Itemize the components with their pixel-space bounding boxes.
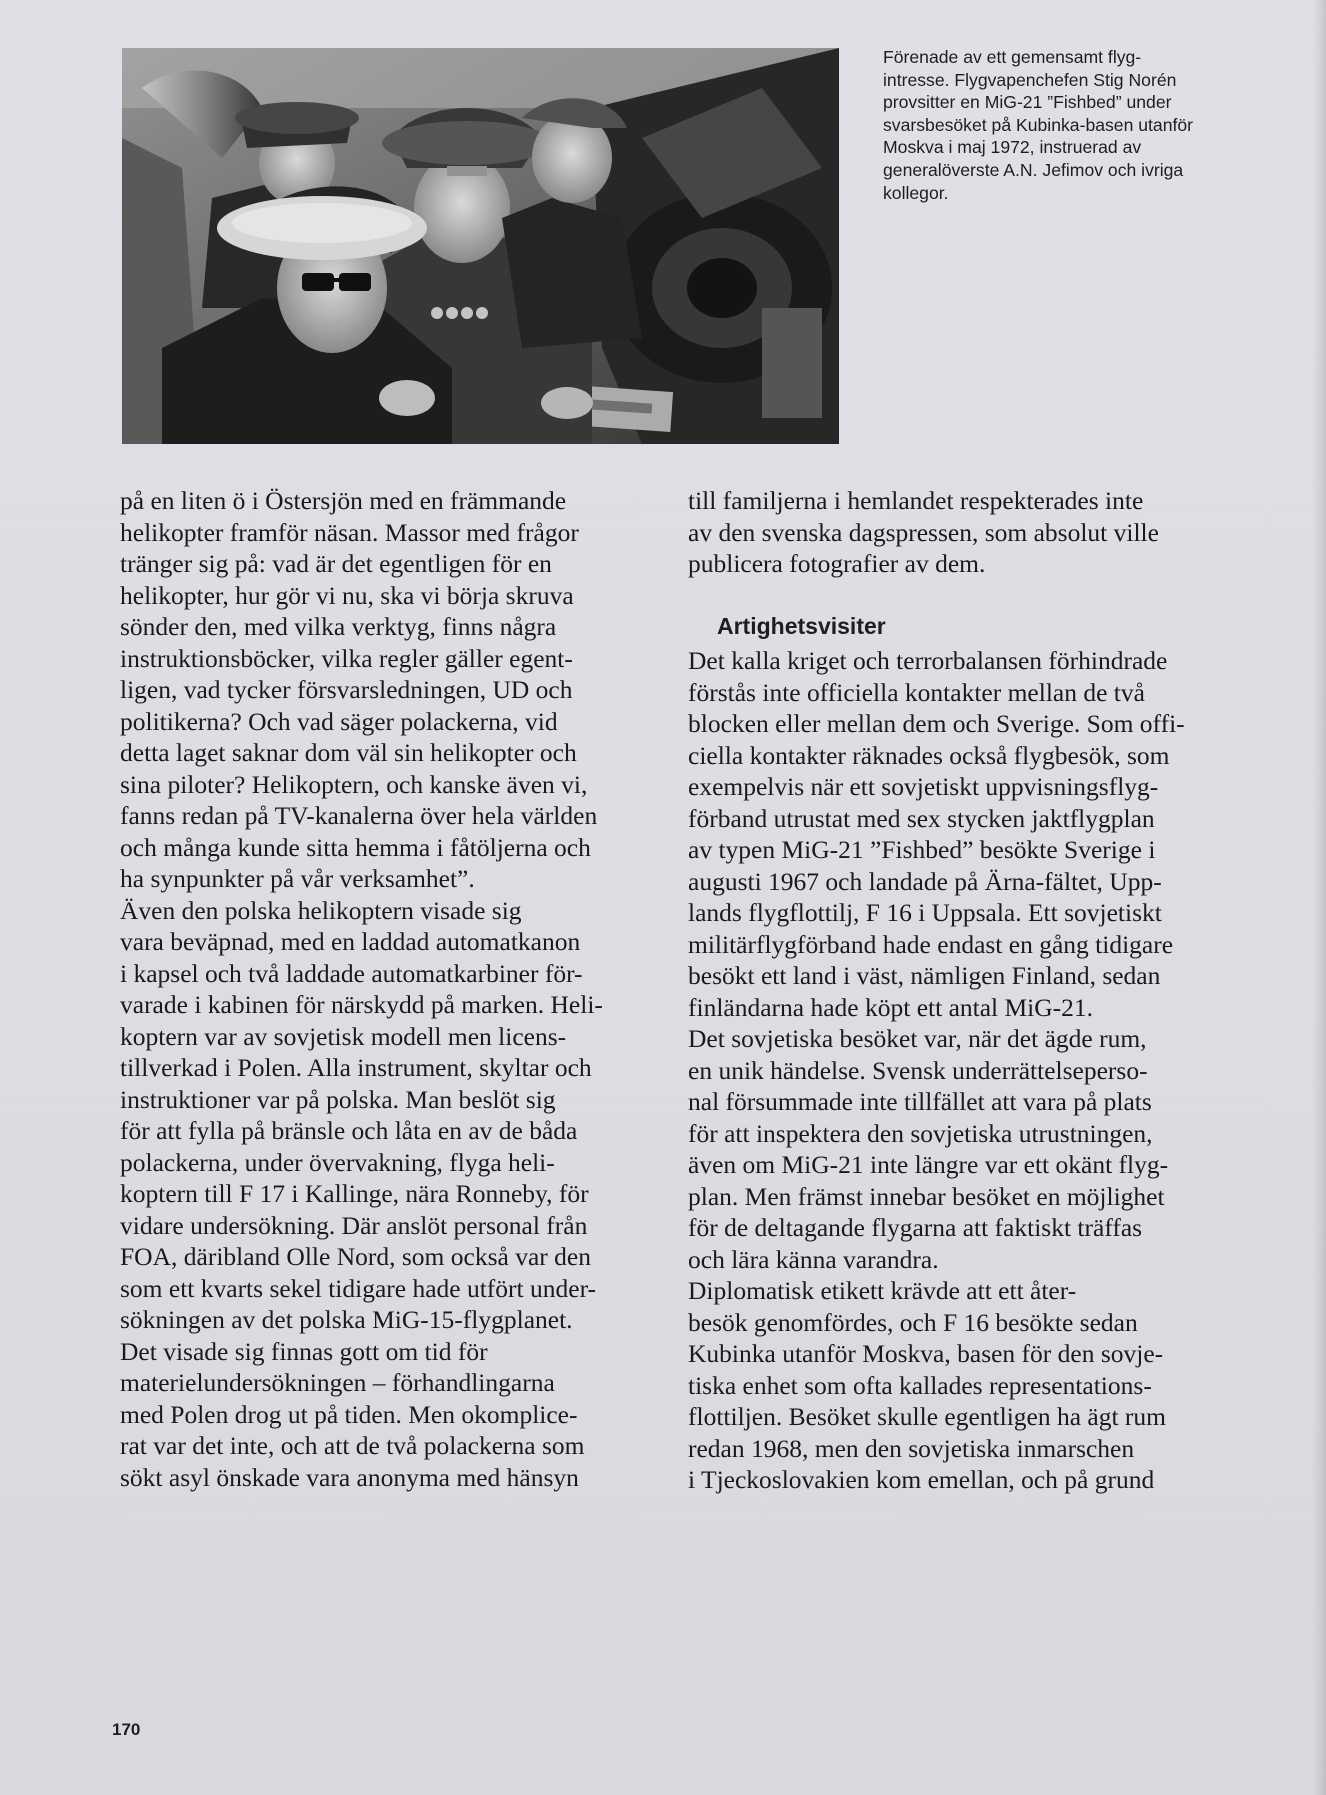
text-line: vara beväpnad, med en laddad automatkanon: [120, 927, 581, 956]
text-line: fanns redan på TV-kanalerna över hela världen: [120, 801, 598, 830]
text-line: instruktioner var på polska. Man beslöt sig: [120, 1084, 556, 1114]
text-line: militärflygförband hade endast en gång tidigare: [688, 929, 1174, 959]
text-line: ligen, vad tycker försvarsledningen, UD och: [120, 675, 573, 704]
text-line: i Tjeckoslovakien kom emellan, och på grund: [688, 1465, 1155, 1494]
text-line: materielundersökningen – förhandlingarna: [120, 1368, 555, 1397]
text-line: varade i kabinen för närskydd på marken. Heli-: [120, 990, 603, 1019]
text-line: tränger sig på: vad är det egentligen för en: [120, 549, 552, 578]
text-line: av den svenska dagspressen, som absolut ville: [688, 517, 1159, 547]
text-line: ciella kontakter räknades också flygbesök, som: [688, 740, 1170, 770]
text-line: sina piloter? Helikoptern, och kanske även vi,: [120, 769, 588, 799]
text-line: för att fylla på bränsle och låta en av de båda: [120, 1116, 578, 1145]
text-line: augusti 1967 och landade på Ärna-fältet, Upp-: [688, 866, 1162, 896]
text-line: koptern till F 17 i Kallinge, nära Ronneby, för: [120, 1179, 589, 1208]
text-line: instruktionsböcker, vilka regler gäller egent-: [120, 643, 573, 673]
text-line: rat var det inte, och att de två polackerna som: [120, 1431, 585, 1460]
text-line: plan. Men främst innebar besöket en möjlighet: [688, 1181, 1165, 1211]
text-line: med Polen drog ut på tiden. Men okomplice-: [120, 1399, 578, 1429]
caption-line: Moskva i maj 1972, instruerad av: [883, 137, 1142, 158]
text-line: finländarna hade köpt ett antal MiG-21.: [688, 992, 1094, 1022]
caption-line: Förenade av ett gemensamt flyg-: [883, 47, 1142, 67]
text-line: för att inspektera den sovjetiska utrustningen,: [688, 1118, 1153, 1148]
photograph: [122, 48, 839, 444]
text-line: koptern var av sovjetisk modell men licens-: [120, 1021, 567, 1051]
text-line: polackerna, under övervakning, flyga heli-: [120, 1147, 555, 1177]
text-line: detta laget saknar dom väl sin helikopter och: [120, 738, 577, 767]
text-line: Även den polska helikoptern visade sig: [120, 895, 522, 925]
text-line: politikerna? Och vad säger polackerna, vid: [120, 706, 558, 736]
page-number: 170: [112, 1720, 141, 1739]
text-line: Kubinka utanför Moskva, basen för den sovje-: [688, 1339, 1164, 1368]
text-line: nal försummade inte tillfället att vara på plats: [688, 1087, 1152, 1116]
text-line: besök genomfördes, och F 16 besökte sedan: [688, 1307, 1138, 1337]
caption-line: svarsbesöket på Kubinka-basen utanför: [883, 114, 1194, 135]
text-line: på en liten ö i Östersjön med en främmande: [120, 486, 567, 515]
text-line: lands flygflottilj, F 16 i Uppsala. Ett sovjetiskt: [688, 898, 1162, 927]
text-line: FOA, däribland Olle Nord, som också var den: [120, 1242, 591, 1271]
text-line: Det kalla kriget och terrorbalansen förhindrade: [688, 646, 1168, 675]
text-line: Det sovjetiska besöket var, när det ägde rum,: [688, 1024, 1147, 1053]
body-text-right-column-top: [688, 485, 1228, 580]
caption-line: intresse. Flygvapenchefen Stig Norén: [883, 69, 1177, 90]
text-line: förband utrustat med sex stycken jaktflygplan: [688, 803, 1155, 833]
text-line: blocken eller mellan dem och Sverige. Som offi-: [688, 709, 1185, 738]
text-line: publicera fotografier av dem.: [688, 549, 986, 578]
text-line: sönder den, med vilka verktyg, finns några: [120, 612, 557, 641]
photo-illustration: [122, 48, 839, 444]
text-line: Diplomatisk etikett krävde att ett åter-: [688, 1276, 1077, 1305]
text-line: och lära känna varandra.: [688, 1244, 939, 1274]
text-line: i kapsel och två laddade automatkarbiner för-: [120, 958, 583, 988]
text-line: redan 1968, men den sovjetiska inmarschen: [688, 1433, 1135, 1463]
section-heading: Artighetsvisiter: [717, 613, 886, 639]
text-line: helikopter framför näsan. Massor med frågor: [120, 517, 579, 547]
text-line: tillverkad i Polen. Alla instrument, skyltar och: [120, 1053, 592, 1082]
text-line: sökningen av det polska MiG-15-flygplanet.: [120, 1305, 573, 1334]
text-line: exempelvis när ett sovjetiskt uppvisningsflyg-: [688, 772, 1159, 801]
text-line: som ett kvarts sekel tidigare hade utfört under-: [120, 1273, 597, 1303]
photo-caption: [883, 46, 1203, 204]
text-line: sökt asyl önskade vara anonyma med hänsyn: [120, 1462, 579, 1492]
text-line: tiska enhet som ofta kallades representations-: [688, 1370, 1152, 1400]
binding-shadow: [1312, 0, 1326, 1795]
caption-line: kollegor.: [883, 182, 949, 203]
text-line: en unik händelse. Svensk underrättelseperso-: [688, 1055, 1148, 1085]
caption-line: generalöverste A.N. Jefimov och ivriga: [883, 159, 1184, 180]
text-line: flottiljen. Besöket skulle egentligen ha ägt rum: [688, 1402, 1167, 1431]
text-line: helikopter, hur gör vi nu, ska vi börja skruva: [120, 580, 574, 610]
body-text-left-column: [120, 485, 650, 1493]
text-line: Det visade sig finnas gott om tid för: [120, 1336, 488, 1366]
text-line: för de deltagande flygarna att faktiskt träffas: [688, 1213, 1143, 1242]
text-line: förstås inte officiella kontakter mellan de två: [688, 677, 1145, 707]
text-line: besökt ett land i väst, nämligen Finland, sedan: [688, 961, 1161, 990]
text-line: och många kunde sitta hemma i fåtöljerna och: [120, 832, 591, 862]
text-line: av typen MiG-21 ”Fishbed” besökte Sverige i: [688, 835, 1156, 864]
body-text-right-column: [688, 645, 1228, 1496]
caption-line: provsitter en MiG-21 ”Fishbed” under: [883, 92, 1172, 113]
text-line: ha synpunkter på vår verksamhet”.: [120, 864, 475, 893]
text-line: även om MiG-21 inte längre var ett okänt flyg-: [688, 1150, 1169, 1179]
text-line: vidare undersökning. Där anslöt personal från: [120, 1210, 588, 1240]
text-line: till familjerna i hemlandet respekterades inte: [688, 486, 1144, 515]
